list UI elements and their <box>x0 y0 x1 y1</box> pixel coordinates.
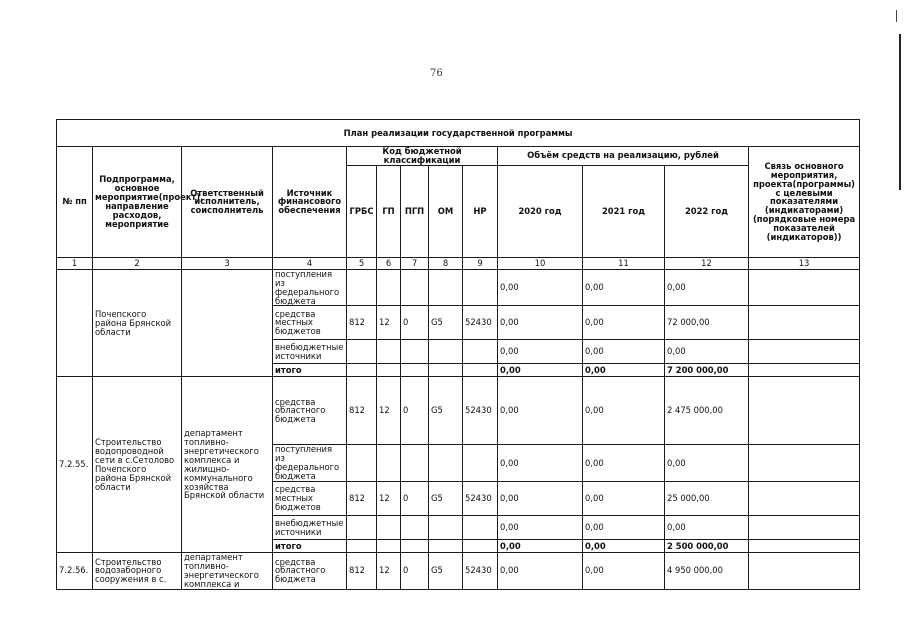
table-row <box>57 269 860 306</box>
amount-2022: 7 200 000,00 <box>665 364 749 377</box>
grbs-cell: 812 <box>347 306 377 340</box>
link-cell <box>749 306 860 340</box>
col-number: 6 <box>377 257 401 269</box>
grbs-cell: 812 <box>347 553 377 590</box>
grbs-cell <box>347 269 377 306</box>
om-cell <box>429 364 463 377</box>
np-cell: 52430 <box>463 553 498 590</box>
page-number: 76 <box>430 68 443 79</box>
table-row <box>57 553 860 590</box>
header-kbk: Код бюджетной классификации <box>347 147 498 166</box>
om-cell <box>429 540 463 553</box>
pgp-cell: 0 <box>401 553 429 590</box>
header-num: № пп <box>57 147 93 258</box>
amount-2021: 0,00 <box>583 269 665 306</box>
amount-2020: 0,00 <box>498 364 583 377</box>
gp-cell <box>377 540 401 553</box>
amount-2021: 0,00 <box>583 306 665 340</box>
gp-cell <box>377 445 401 482</box>
source-cell: средства областного бюджета <box>273 377 347 445</box>
source-cell: поступления из федерального бюджета <box>273 269 347 306</box>
amount-2021: 0,00 <box>583 364 665 377</box>
header-pgp: ПГП <box>401 165 429 257</box>
amount-2020: 0,00 <box>498 540 583 553</box>
om-cell: G5 <box>429 306 463 340</box>
col-number: 4 <box>273 257 347 269</box>
link-cell <box>749 340 860 364</box>
amount-2022: 4 950 000,00 <box>665 553 749 590</box>
gp-cell <box>377 364 401 377</box>
header-executor: Ответственный исполнитель, соисполнитель <box>182 147 273 258</box>
source-cell: средства областного бюджета <box>273 553 347 590</box>
executor-cell: департамент топливно-энергетического комплекса и <box>182 553 273 590</box>
header-2021: 2021 год <box>583 165 665 257</box>
header-om: ОМ <box>429 165 463 257</box>
col-number: 10 <box>498 257 583 269</box>
header-link: Связь основного мероприятия, проекта(программы) с целевыми показателями (индикаторами) (порядковые номера показателей (индикаторов)) <box>749 147 860 258</box>
om-cell: G5 <box>429 482 463 516</box>
amount-2020: 0,00 <box>498 306 583 340</box>
header-grbs: ГРБС <box>347 165 377 257</box>
col-number: 9 <box>463 257 498 269</box>
om-cell <box>429 516 463 540</box>
header-volume: Объём средств на реализацию, рублей <box>498 147 749 166</box>
np-cell: 52430 <box>463 377 498 445</box>
implementation-plan-table <box>56 119 860 590</box>
link-cell <box>749 377 860 445</box>
col-number: 12 <box>665 257 749 269</box>
amount-2022: 2 500 000,00 <box>665 540 749 553</box>
pgp-cell <box>401 516 429 540</box>
np-cell <box>463 516 498 540</box>
link-cell <box>749 553 860 590</box>
source-cell: внебюджетные источники <box>273 516 347 540</box>
pgp-cell <box>401 364 429 377</box>
executor-cell <box>182 269 273 377</box>
measure-name: Строительство водопроводной сети в с.Сетолово Почепского района Брянской области <box>93 377 182 553</box>
pgp-cell: 0 <box>401 377 429 445</box>
source-cell: внебюджетные источники <box>273 340 347 364</box>
col-number: 3 <box>182 257 273 269</box>
om-cell <box>429 269 463 306</box>
link-cell <box>749 516 860 540</box>
measure-name: Почепского района Брянской области <box>93 269 182 377</box>
om-cell: G5 <box>429 377 463 445</box>
source-cell: итого <box>273 364 347 377</box>
grbs-cell <box>347 516 377 540</box>
gp-cell <box>377 516 401 540</box>
header-2020: 2020 год <box>498 165 583 257</box>
om-cell: G5 <box>429 553 463 590</box>
amount-2021: 0,00 <box>583 516 665 540</box>
amount-2021: 0,00 <box>583 553 665 590</box>
col-number: 13 <box>749 257 860 269</box>
amount-2022: 0,00 <box>665 516 749 540</box>
source-cell: средства местных бюджетов <box>273 482 347 516</box>
gp-cell: 12 <box>377 482 401 516</box>
amount-2022: 72 000,00 <box>665 306 749 340</box>
om-cell <box>429 340 463 364</box>
grbs-cell <box>347 364 377 377</box>
amount-2020: 0,00 <box>498 516 583 540</box>
grbs-cell <box>347 540 377 553</box>
col-number: 1 <box>57 257 93 269</box>
amount-2022: 0,00 <box>665 340 749 364</box>
executor-cell: департамент топливно-энергетического комплекса и жилищно-коммунального хозяйства Брянской области <box>182 377 273 553</box>
source-cell: итого <box>273 540 347 553</box>
gp-cell: 12 <box>377 553 401 590</box>
col-number: 5 <box>347 257 377 269</box>
amount-2020: 0,00 <box>498 340 583 364</box>
grbs-cell: 812 <box>347 377 377 445</box>
measure-name: Строительство водозаборного сооружения в с. <box>93 553 182 590</box>
source-cell: средства местных бюджетов <box>273 306 347 340</box>
pgp-cell <box>401 445 429 482</box>
np-cell <box>463 364 498 377</box>
amount-2022: 0,00 <box>665 269 749 306</box>
pgp-cell: 0 <box>401 306 429 340</box>
col-number: 11 <box>583 257 665 269</box>
amount-2022: 25 000,00 <box>665 482 749 516</box>
header-name: Подпрограмма, основное мероприятие(проект), направление расходов, мероприятие <box>93 147 182 258</box>
pgp-cell: 0 <box>401 482 429 516</box>
link-cell <box>749 364 860 377</box>
amount-2020: 0,00 <box>498 269 583 306</box>
col-number: 7 <box>401 257 429 269</box>
grbs-cell <box>347 340 377 364</box>
header-gp: ГП <box>377 165 401 257</box>
scan-edge-mark <box>899 34 901 190</box>
amount-2020: 0,00 <box>498 482 583 516</box>
amount-2020: 0,00 <box>498 377 583 445</box>
np-cell <box>463 445 498 482</box>
source-cell: поступления из федерального бюджета <box>273 445 347 482</box>
amount-2021: 0,00 <box>583 445 665 482</box>
amount-2021: 0,00 <box>583 482 665 516</box>
np-cell <box>463 340 498 364</box>
amount-2021: 0,00 <box>583 340 665 364</box>
np-cell: 52430 <box>463 306 498 340</box>
amount-2021: 0,00 <box>583 377 665 445</box>
row-num-cell: 7.2.56. <box>57 553 93 590</box>
table-row <box>57 377 860 445</box>
header-source: Источник финансового обеспечения <box>273 147 347 258</box>
pgp-cell <box>401 340 429 364</box>
link-cell <box>749 482 860 516</box>
row-num-cell <box>57 269 93 377</box>
amount-2022: 0,00 <box>665 445 749 482</box>
table-title: План реализации государственной программы <box>57 120 860 147</box>
pgp-cell <box>401 540 429 553</box>
column-number-row <box>57 257 860 269</box>
amount-2020: 0,00 <box>498 445 583 482</box>
np-cell <box>463 540 498 553</box>
amount-2020: 0,00 <box>498 553 583 590</box>
header-2022: 2022 год <box>665 165 749 257</box>
header-np: НР <box>463 165 498 257</box>
grbs-cell: 812 <box>347 482 377 516</box>
link-cell <box>749 540 860 553</box>
link-cell <box>749 445 860 482</box>
row-num-cell: 7.2.55. <box>57 377 93 553</box>
gp-cell <box>377 340 401 364</box>
scan-edge-tick <box>896 10 897 22</box>
np-cell <box>463 269 498 306</box>
grbs-cell <box>347 445 377 482</box>
gp-cell: 12 <box>377 306 401 340</box>
amount-2022: 2 475 000,00 <box>665 377 749 445</box>
pgp-cell <box>401 269 429 306</box>
col-number: 8 <box>429 257 463 269</box>
gp-cell <box>377 269 401 306</box>
np-cell: 52430 <box>463 482 498 516</box>
amount-2021: 0,00 <box>583 540 665 553</box>
gp-cell: 12 <box>377 377 401 445</box>
col-number: 2 <box>93 257 182 269</box>
link-cell <box>749 269 860 306</box>
om-cell <box>429 445 463 482</box>
